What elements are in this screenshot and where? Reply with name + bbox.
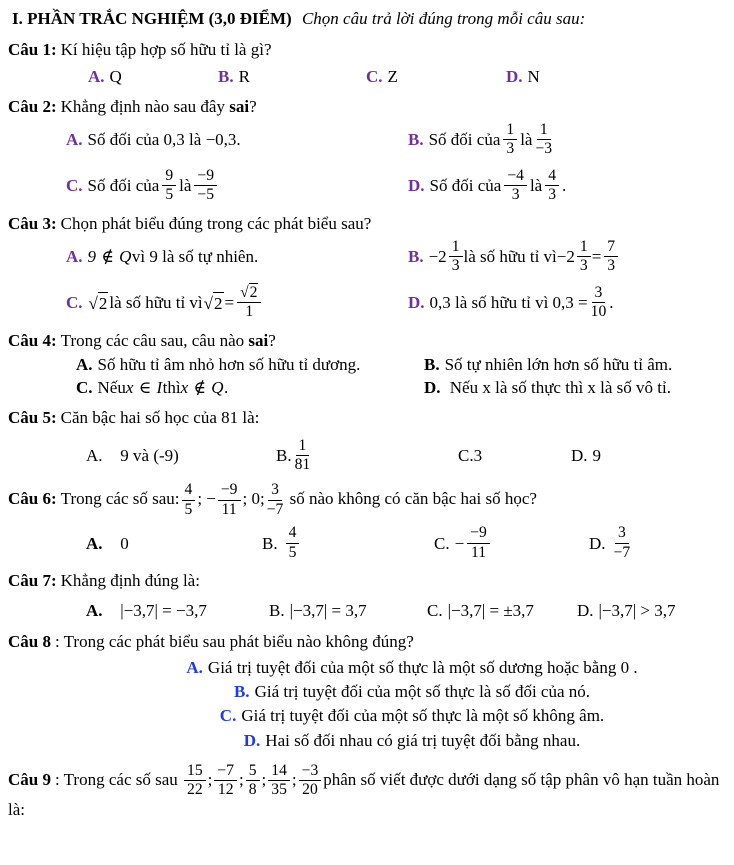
option-text: 0,3 là số hữu tỉ vì 0,3 = $\frac{3}{10}$ . xyxy=(429,283,614,321)
question-8-label: Câu 8 xyxy=(8,631,51,651)
option-text: Số đối của $\frac{9}{5}$ là $\frac{-9}{-5}$ xyxy=(88,168,221,204)
question-6-option-B xyxy=(262,525,434,561)
fraction-denominator: −3 xyxy=(535,140,553,158)
option-text: N xyxy=(527,66,540,86)
option-text: Số tự nhiên lớn hơn số hữu tỉ âm. xyxy=(444,354,673,374)
fraction-numerator: 4 xyxy=(286,525,300,543)
fraction-denominator: 3 xyxy=(506,140,515,158)
option-text: √ 2 là số hữu tỉ vì √ 2 = $\frac{√2}{1}$ xyxy=(88,285,265,321)
mixed-number xyxy=(557,239,592,275)
option-text: Q xyxy=(109,66,122,86)
fraction-numerator: −9 xyxy=(194,168,217,186)
fraction-denominator: 3 xyxy=(548,186,557,204)
question-3-label: Câu 3: xyxy=(8,213,57,233)
question-8-option-C xyxy=(220,705,604,726)
fraction-numerator: −9 xyxy=(467,525,490,543)
questions-container xyxy=(8,39,728,820)
question-2-option-A xyxy=(66,129,408,150)
fraction-denominator: 11 xyxy=(470,543,487,561)
question-6-options xyxy=(86,525,728,561)
question-4 xyxy=(8,330,728,399)
question-4-option-B xyxy=(424,354,728,375)
section-title: I. PHẦN TRẮC NGHIỆM (3,0 ĐIỂM) xyxy=(12,9,292,28)
question-2-label: Câu 2: xyxy=(8,96,57,116)
fraction xyxy=(162,168,176,204)
whole-part: −2 xyxy=(556,247,575,267)
fraction-denominator: 12 xyxy=(217,781,234,799)
option-letter: C. xyxy=(434,533,450,553)
question-6-option-C xyxy=(434,525,589,561)
fraction-numerator: 4 xyxy=(182,482,196,500)
question-7-option-D xyxy=(577,600,728,621)
option-letter: A. xyxy=(86,533,103,553)
fraction-denominator: 22 xyxy=(187,781,203,799)
option-letter: B. xyxy=(408,130,424,150)
question-4-option-C xyxy=(76,377,424,398)
question-7-option-A xyxy=(86,600,269,621)
question-4-option-D xyxy=(424,377,728,398)
option-text: Hai số đối nhau có giá trị tuyệt đối bằng nhau. xyxy=(265,730,581,750)
fraction xyxy=(268,763,290,799)
option-letter: B. xyxy=(218,66,234,86)
question-9-title: Câu 9 : Trong các số sau $\frac{15}{22}$ ; $\frac{-7}{12}$ ; $\frac{5}{8}$ ; $\frac{14}{35}$ ; $\frac{-3}{20}$ phân số viết được dưới dạng số tập phân vô hạn tuần hoàn là: xyxy=(8,761,720,819)
question-2 xyxy=(8,96,728,204)
sqrt-expression: √ 2 xyxy=(88,293,108,313)
option-text: Số đối của 0,3 là −0,3. xyxy=(87,130,241,150)
question-8-title: Câu 8 : Trong các phát biểu sau phát biểu nào không đúng? xyxy=(8,631,414,651)
option-text: Giá trị tuyệt đối của một số thực là một số không âm. xyxy=(241,706,605,726)
option-letter: D. xyxy=(577,601,594,621)
question-6-label: Câu 6: xyxy=(8,489,57,509)
fraction-denominator: 1 xyxy=(245,303,254,321)
question-3 xyxy=(8,213,728,321)
fraction-denominator: 20 xyxy=(302,781,318,799)
option-letter: A. xyxy=(86,445,103,465)
option-letter: A. xyxy=(86,601,103,621)
fraction-numerator: 3 xyxy=(615,525,629,543)
fraction xyxy=(237,285,261,321)
section-header xyxy=(8,8,728,29)
question-5 xyxy=(8,407,728,473)
question-6-option-A xyxy=(86,533,262,554)
question-5-option-D xyxy=(571,445,728,466)
question-7-option-C xyxy=(427,600,577,621)
fraction-numerator: 1 xyxy=(449,239,463,257)
fraction-denominator: 11 xyxy=(221,500,237,518)
fraction xyxy=(295,438,311,474)
fraction xyxy=(604,239,618,275)
radicand: 2 xyxy=(249,283,258,301)
option-letter: D. xyxy=(571,445,588,465)
fraction-denominator: −7 xyxy=(613,543,631,561)
question-3-option-D xyxy=(408,285,728,321)
option-letter: B. xyxy=(276,445,292,465)
fraction xyxy=(286,525,300,561)
option-text: Giá trị tuyệt đối của một số thực là một số dương hoặc bằng 0 . xyxy=(207,657,638,677)
fraction xyxy=(467,525,490,561)
option-letter: C. xyxy=(458,445,474,465)
option-letter: B. xyxy=(269,601,285,621)
question-4-options xyxy=(76,354,728,399)
option-text: Số hữu tỉ âm nhỏ hơn số hữu tỉ dương. xyxy=(97,354,361,374)
radicand: 2 xyxy=(98,293,108,313)
question-7 xyxy=(8,570,728,622)
option-text: |−3,7| = −3,7 xyxy=(107,601,207,621)
fraction-denominator: 5 xyxy=(184,500,193,518)
option-letter: B. xyxy=(233,682,250,702)
fraction xyxy=(591,285,607,321)
fraction-numerator: −3 xyxy=(299,763,322,781)
fraction-denominator: −5 xyxy=(197,186,215,204)
question-8-options xyxy=(96,657,728,751)
option-text xyxy=(283,525,303,561)
sqrt-expression: √ 2 xyxy=(203,293,223,313)
option-letter: D. xyxy=(424,378,441,398)
question-4-option-A xyxy=(76,354,424,375)
question-5-option-C xyxy=(458,445,571,466)
question-1-options xyxy=(88,66,728,87)
option-text: 9 và (-9) xyxy=(107,445,179,465)
math-expression: x ∉ Q xyxy=(180,378,225,398)
question-3-option-A xyxy=(66,246,408,267)
fraction-denominator: 5 xyxy=(165,186,174,204)
option-text: Nếu x ∈ I thì x ∉ Q . xyxy=(97,378,229,398)
question-9 xyxy=(8,763,728,820)
option-letter: D. xyxy=(243,730,261,750)
question-8 xyxy=(8,631,728,751)
option-text xyxy=(611,525,634,561)
question-2-options xyxy=(66,122,728,204)
fraction-denominator: 3 xyxy=(511,186,520,204)
question-3-title: Câu 3: Chọn phát biểu đúng trong các phát biểu sau? xyxy=(8,213,372,233)
radicand: 2 xyxy=(214,293,223,313)
question-5-option-B xyxy=(276,438,458,474)
fraction-denominator: 35 xyxy=(271,781,287,799)
fraction-numerator: 15 xyxy=(184,763,206,781)
fraction-numerator: 4 xyxy=(545,168,559,186)
option-letter: D. xyxy=(589,533,606,553)
option-letter: B. xyxy=(408,247,424,267)
question-9-label: Câu 9 xyxy=(8,769,51,789)
section-instruction: Chọn câu trả lời đúng trong mỗi câu sau: xyxy=(301,9,586,28)
option-letter: B. xyxy=(262,533,278,553)
fraction xyxy=(246,763,260,799)
question-5-options xyxy=(86,438,728,474)
question-8-option-A xyxy=(186,657,637,678)
option-text xyxy=(292,438,314,474)
fraction xyxy=(503,122,517,158)
option-letter: C. xyxy=(66,176,83,196)
fraction-denominator: 3 xyxy=(607,257,616,275)
question-1-label: Câu 1: xyxy=(8,40,57,60)
question-2-title: Câu 2: Khẳng định nào sau đây sai? xyxy=(8,96,257,116)
question-2-option-C xyxy=(66,168,408,204)
option-text: |−3,7| > 3,7 xyxy=(598,601,676,621)
option-text: − $\frac{-9}{11}$ xyxy=(455,525,493,561)
fraction xyxy=(449,239,463,275)
fraction-denominator: 3 xyxy=(451,257,460,275)
fraction-numerator: −7 xyxy=(214,763,237,781)
option-text: R xyxy=(238,66,250,86)
whole-part: −2 xyxy=(428,247,447,267)
fraction-denominator: 10 xyxy=(590,303,607,321)
fraction-numerator: −9 xyxy=(218,482,241,500)
question-3-option-C xyxy=(66,285,408,321)
option-letter: D. xyxy=(506,66,523,86)
fraction-denominator: −7 xyxy=(266,500,284,518)
fraction-numerator: 3 xyxy=(268,482,282,500)
option-text: −2 $\frac{1}{3}$ là số hữu tỉ vì −2 $\frac{1}{3}$ = $\frac{7}{3}$ xyxy=(429,239,622,275)
option-letter: C. xyxy=(66,293,83,313)
bold-text: sai xyxy=(229,96,250,116)
question-2-option-D xyxy=(408,168,728,204)
option-text: 9 xyxy=(592,445,602,465)
option-letter: D. xyxy=(408,176,425,196)
option-text: 0 xyxy=(107,533,129,553)
fraction xyxy=(504,168,527,204)
fraction-numerator: 5 xyxy=(246,763,260,781)
option-letter: C. xyxy=(427,601,443,621)
question-4-label: Câu 4: xyxy=(8,330,57,350)
fraction xyxy=(614,525,631,561)
fraction-denominator: 5 xyxy=(288,543,297,561)
option-letter: C. xyxy=(76,378,93,398)
fraction-numerator: 3 xyxy=(592,285,606,303)
question-3-options xyxy=(66,239,728,321)
question-5-label: Câu 5: xyxy=(8,408,57,428)
fraction xyxy=(184,763,206,799)
option-letter: C. xyxy=(366,66,383,86)
option-text: 3 xyxy=(473,445,483,465)
fraction-numerator: 9 xyxy=(162,168,176,186)
option-text: 9 ∉ Q vì 9 là số tự nhiên. xyxy=(87,247,259,267)
question-1 xyxy=(8,39,728,87)
question-5-title: Câu 5: Căn bậc hai số học của 81 là: xyxy=(8,408,260,428)
question-7-option-B xyxy=(269,600,427,621)
fraction xyxy=(194,168,217,204)
question-7-label: Câu 7: xyxy=(8,571,57,591)
option-text: Z xyxy=(387,66,398,86)
option-letter: A. xyxy=(76,354,93,374)
fraction xyxy=(214,763,237,799)
fraction-numerator: 1 xyxy=(537,122,551,140)
fraction xyxy=(218,482,241,518)
question-1-option-B xyxy=(218,66,366,87)
math-expression: 9 ∉ Q xyxy=(87,247,132,267)
mixed-number xyxy=(429,239,464,275)
fraction-denominator: 8 xyxy=(248,781,257,799)
question-7-title: Câu 7: Khẳng định đúng là: xyxy=(8,571,200,591)
option-letter: A. xyxy=(66,247,83,267)
fraction-numerator: −4 xyxy=(504,168,527,186)
fraction xyxy=(577,239,591,275)
math-expression: x ∈ I xyxy=(125,378,163,398)
fraction-numerator: 1 xyxy=(503,122,517,140)
option-letter: A. xyxy=(186,657,203,677)
question-1-option-C xyxy=(366,66,506,87)
question-6 xyxy=(8,482,728,561)
fraction-numerator: 1 xyxy=(577,239,591,257)
option-text: |−3,7| = 3,7 xyxy=(289,601,367,621)
question-1-title: Câu 1: Kí hiệu tập hợp số hữu tỉ là gì? xyxy=(8,40,272,60)
option-letter: A. xyxy=(66,130,83,150)
option-letter: C. xyxy=(219,706,237,726)
fraction-numerator: 14 xyxy=(268,763,290,781)
question-8-option-D xyxy=(244,730,580,751)
fraction-numerator: 1 xyxy=(296,438,310,456)
fraction xyxy=(545,168,559,204)
bold-text: sai xyxy=(248,330,269,350)
fraction xyxy=(535,122,552,158)
option-letter: B. xyxy=(424,354,440,374)
fraction xyxy=(267,482,284,518)
question-6-option-D xyxy=(589,525,728,561)
option-text: Nếu x là số thực thì x là số vô tỉ. xyxy=(445,378,671,398)
question-1-option-A xyxy=(88,66,218,87)
question-6-title: Câu 6: Trong các số sau: $\frac{4}{5}$ ; − $\frac{-9}{11}$ ; 0; $\frac{3}{-7}$ số nào không có căn bậc hai số học? xyxy=(8,481,537,518)
question-7-options xyxy=(86,600,728,621)
fraction xyxy=(299,763,322,799)
option-text: Số đối của $\frac{1}{3}$ là $\frac{1}{-3}$ xyxy=(428,121,553,158)
fraction-denominator: 3 xyxy=(579,257,588,275)
fraction-denominator: 81 xyxy=(294,456,311,474)
fraction-numerator: √2 xyxy=(237,285,261,303)
option-text: |−3,7| = ±3,7 xyxy=(447,601,534,621)
option-letter: A. xyxy=(88,66,105,86)
question-1-option-D xyxy=(506,66,728,87)
question-3-option-B xyxy=(408,239,728,275)
option-letter: D. xyxy=(408,293,425,313)
question-8-option-B xyxy=(234,681,590,702)
question-4-title: Câu 4: Trong các câu sau, câu nào sai? xyxy=(8,330,276,350)
fraction xyxy=(182,482,196,518)
question-2-option-B xyxy=(408,122,728,158)
question-5-option-A xyxy=(86,445,276,466)
fraction-numerator: 7 xyxy=(604,239,618,257)
option-text: Giá trị tuyệt đối của một số thực là số đối của nó. xyxy=(254,682,591,702)
option-text: Số đối của $\frac{-4}{3}$ là $\frac{4}{3}$ . xyxy=(429,166,567,204)
